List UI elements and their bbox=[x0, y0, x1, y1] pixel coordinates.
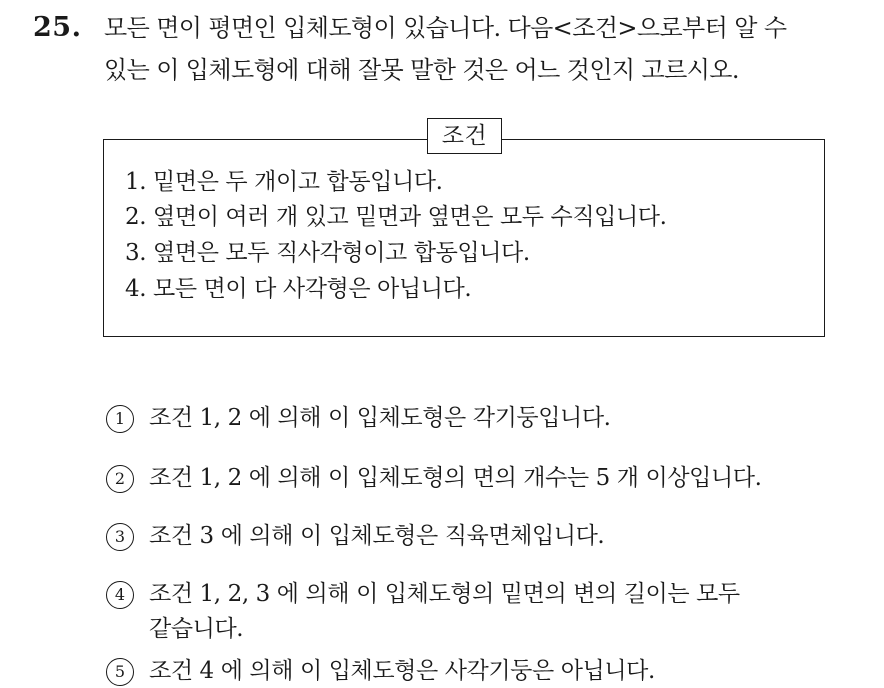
condition-item-3: 3. 옆면은 모두 직사각형이고 합동입니다. bbox=[125, 240, 530, 266]
option-4-text-line-1[interactable]: 조건 1, 2, 3 에 의해 이 입체도형의 밑면의 변의 길이는 모두 bbox=[149, 581, 740, 607]
question-number: 25. bbox=[33, 12, 82, 43]
question-text-line-2: 있는 이 입체도형에 대해 잘못 말한 것은 어느 것인지 고르시오. bbox=[104, 56, 739, 84]
option-5-text[interactable]: 조건 4 에 의해 이 입체도형은 사각기둥은 아닙니다. bbox=[149, 658, 655, 684]
condition-item-4: 4. 모든 면이 다 사각형은 아닙니다. bbox=[125, 276, 472, 302]
option-3-marker[interactable]: 3 bbox=[106, 523, 134, 551]
option-4-text-line-2[interactable]: 같습니다. bbox=[149, 616, 244, 642]
option-4-marker[interactable]: 4 bbox=[106, 581, 134, 609]
question-text-line-1: 모든 면이 평면인 입체도형이 있습니다. 다음<조건>으로부터 알 수 bbox=[104, 14, 787, 42]
condition-item-1: 1. 밑면은 두 개이고 합동입니다. bbox=[125, 169, 443, 195]
option-5-marker[interactable]: 5 bbox=[106, 658, 134, 686]
option-1-marker[interactable]: 1 bbox=[106, 405, 134, 433]
option-2-marker[interactable]: 2 bbox=[106, 465, 134, 493]
condition-item-2: 2. 옆면이 여러 개 있고 밑면과 옆면은 모두 수직입니다. bbox=[125, 204, 667, 230]
option-2-text[interactable]: 조건 1, 2 에 의해 이 입체도형의 면의 개수는 5 개 이상입니다. bbox=[149, 465, 762, 491]
option-1-text[interactable]: 조건 1, 2 에 의해 이 입체도형은 각기둥입니다. bbox=[149, 405, 611, 431]
option-3-text[interactable]: 조건 3 에 의해 이 입체도형은 직육면체입니다. bbox=[149, 523, 605, 549]
conditions-title: 조건 bbox=[427, 118, 502, 154]
